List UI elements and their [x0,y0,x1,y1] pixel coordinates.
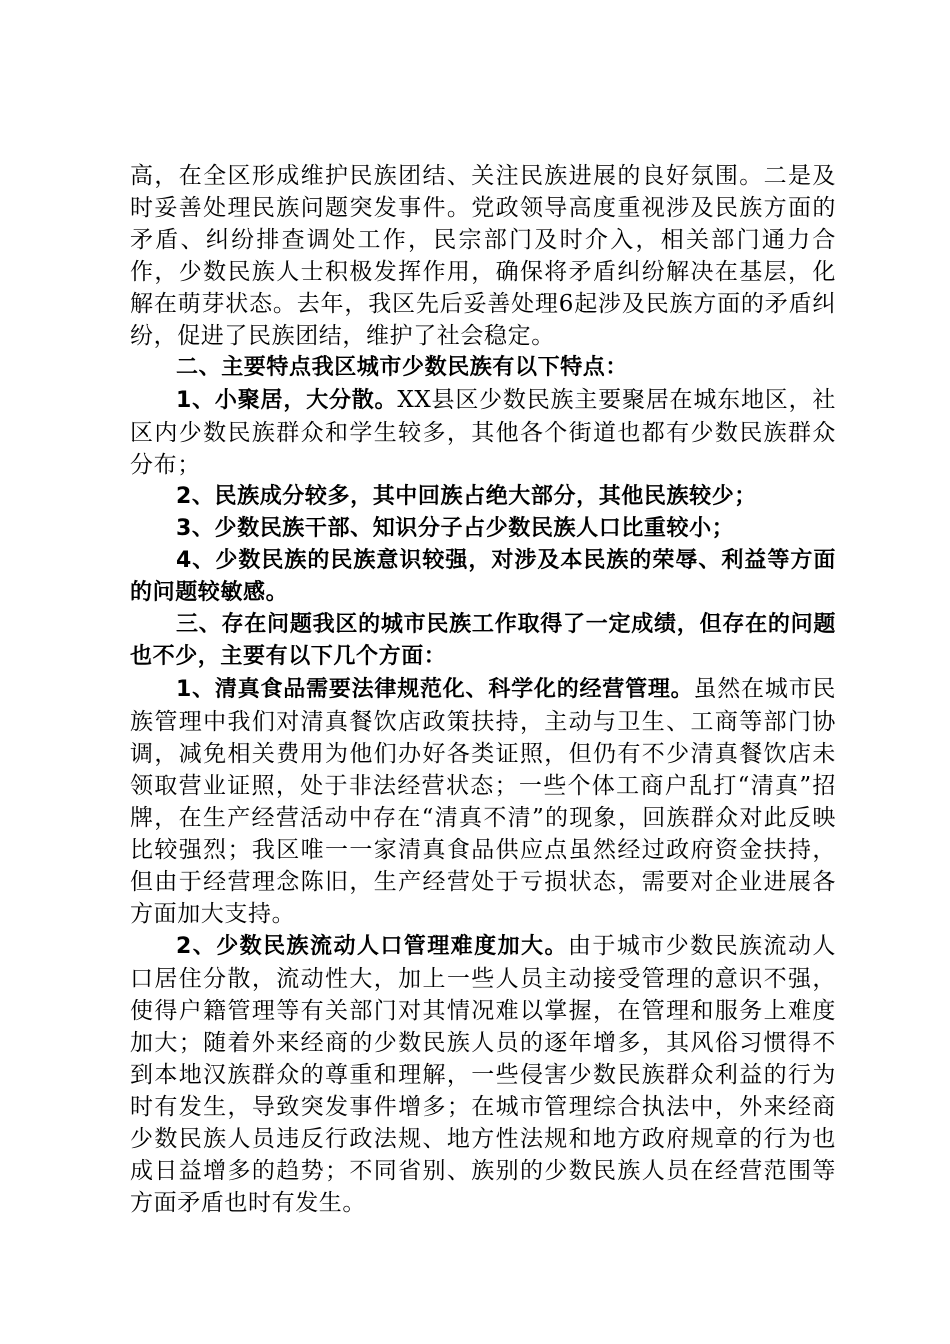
intro-paragraph: 高，在全区形成维护民族团结、关注民族进展的良好氛围。二是及时妥善处理民族问题突发事件。党政领导高度重视涉及民族方面的矛盾、纠纷排查调处工作，民宗部门及时介入，相关部门通力合作，少数民族人士积极发挥作用，确保将矛盾纠纷解决在基层，化解在萌芽状态。去年，我区先后妥善处理6起涉及民族方面的矛盾纠纷，促进了民族团结，维护了社会稳定。 [130,163,836,349]
feature-3-paragraph: 3、少数民族干部、知识分子占少数民族人口比重较小； [176,516,735,541]
problem-1-body: 虽然在城市民族管理中我们对清真餐饮店政策扶持，主动与卫生、工商等部门协调，减免相关费用为他们办好各类证照，但仍有不少清真餐饮店未领取营业证照，处于非法经营状态；一些个体工商户乱打“清真”招牌，在生产经营活动中存在“清真不清”的现象，回族群众对此反映比较强烈；我区唯一一家清真食品供应点虽然经过政府资金扶持，但由于经营理念陈旧，生产经营处于亏损状态，需要对企业进展各方面加大支持。 [130,676,836,927]
section-heading-problems: 三、存在问题我区的城市民族工作取得了一定成绩，但存在的问题也不少，主要有以下几个方面： [130,612,836,669]
document-page [130,160,836,1219]
section-heading-features: 二、主要特点我区城市少数民族有以下特点： [176,355,629,380]
feature-1-paragraph [130,384,836,481]
problem-2-body: 由于城市少数民族流动人口居住分散，流动性大，加上一些人员主动接受管理的意识不强，使得户籍管理等有关部门对其情况难以掌握，在管理和服务上难度加大；随着外来经商的少数民族人员的逐年增多，其风俗习惯得不到本地汉族群众的尊重和理解，一些侵害少数民族群众利益的行为时有发生，导致突发事件增多；在城市管理综合执法中，外来经商少数民族人员违反行政法规、地方性法规和地方政府规章的行为也成日益增多的趋势；不同省别、族别的少数民族人员在经营范围等方面矛盾也时有发生。 [130,933,836,1216]
problem-2-lead: 2、少数民族流动人口管理难度加大。 [176,934,568,959]
problem-1-lead: 1、清真食品需要法律规范化、科学化的经营管理。 [176,677,694,702]
problem-2-paragraph [130,930,836,1219]
feature-1-body: XX县区少数民族主要聚居在城东地区，社区内少数民族群众和学生较多，其他各个街道也都有少数民族群众分布； [130,387,836,478]
feature-2-paragraph: 2、民族成分较多，其中回族占绝大部分，其他民族较少； [176,484,757,509]
problem-1-paragraph [130,673,836,930]
feature-4-paragraph: 4、少数民族的民族意识较强，对涉及本民族的荣辱、利益等方面的问题较敏感。 [130,548,836,605]
feature-1-lead: 1、小聚居，大分散。 [176,388,398,413]
